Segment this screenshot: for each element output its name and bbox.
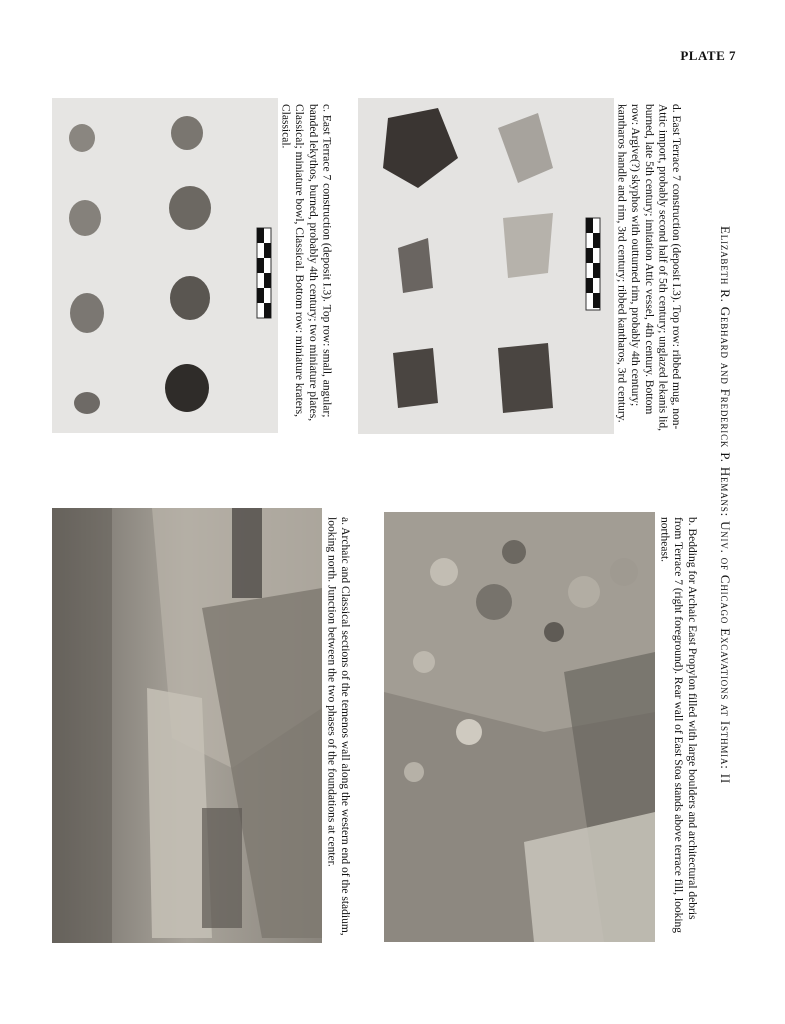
photo-sherds-c-image: [52, 98, 278, 433]
photo-temenos-wall: [52, 508, 322, 943]
photo-propylon-bedding: [384, 512, 655, 942]
sherd-krater-3: [169, 186, 211, 230]
photo-sherds-d: [358, 98, 614, 434]
sherd-plate-2: [69, 200, 101, 236]
photo-sherds-d-image: [358, 98, 614, 434]
sherd-plate-1: [70, 293, 104, 333]
plate-number: PLATE 7: [680, 48, 736, 63]
caption-c: c. East Terrace 7 construction (deposit I.3). Top row: small, angular; banded lekythos, burned, probably 4th century; two miniature plates, Classical; miniature bowl, Classical. Bottom row: miniature kraters, Classical.: [279, 104, 333, 422]
sherd-imitation-attic: [393, 348, 438, 408]
sherd-bowl: [69, 124, 95, 152]
sherd-kantharos-handle: [503, 213, 553, 278]
photo-propylon-bedding-image: [384, 512, 655, 942]
sherd-lekanis-lid: [398, 238, 433, 293]
caption-a: a. Archaic and Classical sections of the temenos wall along the western end of the stadium, looking north. Junction between the two phases of the foundations at center.: [325, 517, 352, 936]
sherd-krater-4: [171, 116, 203, 150]
scale-bar: [586, 218, 600, 310]
caption-b: b. Bedding for Archaic East Propylon filled with large boulders and architectural debris from Terrace 7 (right foreground). Rear wall of East Stoa stands above terrace fill, looking northeast.: [658, 517, 698, 934]
sherd-ribbed-kantharos: [498, 343, 553, 413]
sherd-krater-1: [165, 364, 209, 412]
sherd-krater-2: [170, 276, 210, 320]
sherd-lekythos: [74, 392, 100, 414]
footer-credit: Elizabeth R. Gebhard and Frederick P. Hemans: Univ. of Chicago Excavations at Isthmia: II: [718, 226, 733, 784]
scale-bar: [257, 228, 271, 318]
caption-d: d. East Terrace 7 construction (deposit I.3). Top row: ribbed mug, non-Attic import, probably second half of 5th century; unglazed lekanis lid, burned, late 5th century; imitation Attic vessel, 4th century. Bottom row: Argive(?) skyphos with outturned rim, probably 4th century; kantharos handle and rim, 3rd century; ribbed kantharos, 3rd century.: [615, 104, 682, 432]
photo-sherds-c: [52, 98, 278, 433]
photo-temenos-wall-image: [52, 508, 322, 943]
